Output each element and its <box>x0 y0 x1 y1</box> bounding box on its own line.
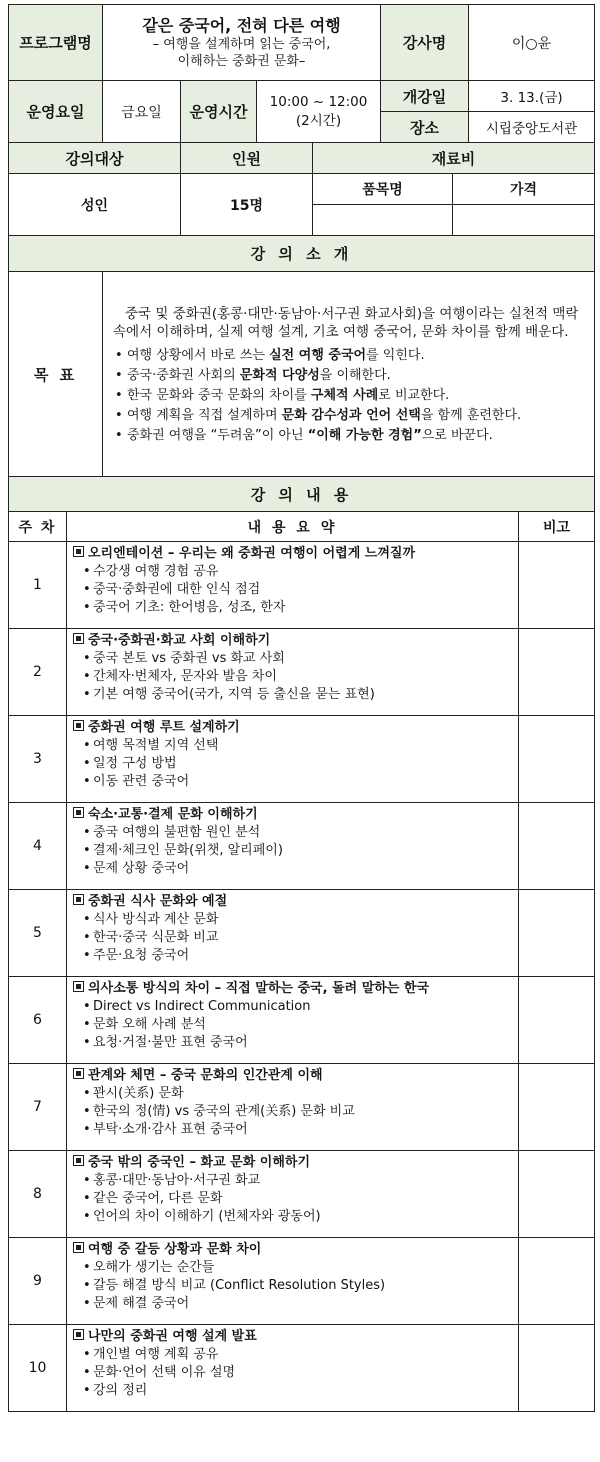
week-row <box>9 1325 595 1412</box>
week-item: • 꽌시(关系) 문화 <box>81 1085 512 1103</box>
week-summary <box>67 629 519 716</box>
start-value: 3. 13.(금) <box>469 81 595 112</box>
program-subtitle-1: – 여행을 설계하며 읽는 중국어, <box>152 36 331 52</box>
week-item: • 중국·중화권에 대한 인식 점검 <box>81 581 512 599</box>
week-item: • 문화·언어 선택 이유 설명 <box>81 1364 512 1382</box>
week-title-line <box>67 1151 518 1172</box>
week-summary <box>67 890 519 977</box>
week-title-line <box>67 977 518 998</box>
goal-item: • 한국 문화와 중국 문화의 차이를 구체적 사례로 비교한다. <box>113 387 586 404</box>
instructor-label: 강사명 <box>381 5 469 81</box>
instructor-value: 이○윤 <box>469 5 595 81</box>
week-summary <box>67 1325 519 1412</box>
week-title-line <box>67 1238 518 1259</box>
week-items <box>67 1346 518 1400</box>
target-table <box>8 142 595 236</box>
week-item: • 이동 관련 중국어 <box>81 773 512 791</box>
week-note <box>519 1325 595 1412</box>
week-note <box>519 977 595 1064</box>
checkbox-square-icon <box>73 546 84 557</box>
week-item: • 한국의 정(情) vs 중국의 관계(关系) 문화 비교 <box>81 1103 512 1121</box>
week-item: • 한국·중국 식문화 비교 <box>81 929 512 947</box>
col-week-header: 주 차 <box>9 512 67 542</box>
price-value-empty <box>453 205 595 236</box>
place-label: 장소 <box>381 112 469 143</box>
week-title: 의사소통 방식의 차이 – 직접 말하는 중국, 돌려 말하는 한국 <box>88 981 430 996</box>
week-items <box>67 998 518 1052</box>
week-number: 5 <box>9 890 67 977</box>
program-title: 같은 중국어, 전혀 다른 여행 <box>142 15 341 35</box>
week-note <box>519 803 595 890</box>
target-value: 성인 <box>9 174 181 236</box>
week-items <box>67 650 518 704</box>
week-title: 중화권 여행 루트 설계하기 <box>88 720 240 735</box>
week-number: 7 <box>9 1064 67 1151</box>
week-item: • 언어의 차이 이해하기 (번체자와 광동어) <box>81 1208 512 1226</box>
checkbox-square-icon <box>73 1155 84 1166</box>
week-item: • 문화 오해 사례 분석 <box>81 1016 512 1034</box>
week-item: • 중국 여행의 불편함 원인 분석 <box>81 824 512 842</box>
program-title-cell <box>103 5 381 81</box>
week-title: 오리엔테이션 – 우리는 왜 중화권 여행이 어렵게 느껴질까 <box>88 546 416 561</box>
week-number: 3 <box>9 716 67 803</box>
week-note <box>519 542 595 629</box>
goal-label: 목 표 <box>9 272 103 477</box>
week-title-line <box>67 1325 518 1346</box>
week-number: 10 <box>9 1325 67 1412</box>
week-item: • 갈등 해결 방식 비교 (Conflict Resolution Styles) <box>81 1277 512 1295</box>
item-value-empty <box>313 205 453 236</box>
week-number: 9 <box>9 1238 67 1325</box>
week-summary <box>67 1238 519 1325</box>
week-title: 나만의 중화권 여행 설계 발표 <box>88 1329 257 1344</box>
week-items <box>67 824 518 878</box>
fee-label: 재료비 <box>313 143 595 174</box>
week-item: • 중국어 기초: 한어병음, 성조, 한자 <box>81 599 512 617</box>
week-item: • 주문·요청 중국어 <box>81 947 512 965</box>
week-item: • 문제 해결 중국어 <box>81 1295 512 1313</box>
week-note <box>519 1151 595 1238</box>
week-row <box>9 716 595 803</box>
info-table <box>8 4 595 143</box>
checkbox-square-icon <box>73 1329 84 1340</box>
week-note <box>519 890 595 977</box>
week-title-line <box>67 542 518 563</box>
week-row <box>9 890 595 977</box>
week-summary <box>67 542 519 629</box>
content-table <box>8 476 595 1412</box>
week-item: • 오해가 생기는 순간들 <box>81 1259 512 1277</box>
week-title-line <box>67 629 518 650</box>
item-label: 품목명 <box>313 174 453 205</box>
week-number: 4 <box>9 803 67 890</box>
intro-section-title: 강 의 소 개 <box>9 236 595 272</box>
week-item: • 같은 중국어, 다른 문화 <box>81 1190 512 1208</box>
week-number: 2 <box>9 629 67 716</box>
week-number: 8 <box>9 1151 67 1238</box>
week-note <box>519 629 595 716</box>
week-item: • 강의 정리 <box>81 1382 512 1400</box>
week-note <box>519 1064 595 1151</box>
goal-item: • 중화권 여행을 “두려움”이 아닌 “이해 가능한 경험”으로 바꾼다. <box>113 427 586 444</box>
goal-list <box>103 347 594 444</box>
week-row <box>9 1151 595 1238</box>
col-note-header: 비고 <box>519 512 595 542</box>
week-title-line <box>67 716 518 737</box>
week-items <box>67 1085 518 1139</box>
week-items <box>67 563 518 617</box>
week-items <box>67 737 518 791</box>
week-item: • 식사 방식과 계산 문화 <box>81 911 512 929</box>
day-label: 운영요일 <box>9 81 103 143</box>
count-value: 15명 <box>181 174 313 236</box>
week-title: 관계와 체면 – 중국 문화의 인간관계 이해 <box>88 1068 323 1083</box>
checkbox-square-icon <box>73 633 84 644</box>
week-summary <box>67 1151 519 1238</box>
goal-item: • 여행 상황에서 바로 쓰는 실전 여행 중국어를 익힌다. <box>113 347 586 364</box>
week-number: 6 <box>9 977 67 1064</box>
week-item: • 간체자·번체자, 문자와 발음 차이 <box>81 668 512 686</box>
week-item: • 개인별 여행 계획 공유 <box>81 1346 512 1364</box>
checkbox-square-icon <box>73 720 84 731</box>
goal-item: • 중국·중화권 사회의 문화적 다양성을 이해한다. <box>113 367 586 384</box>
place-value: 시립중앙도서관 <box>469 112 595 143</box>
week-title: 중국·중화권·화교 사회 이해하기 <box>88 633 271 648</box>
week-items <box>67 1259 518 1313</box>
week-item: • 부탁·소개·감사 표현 중국어 <box>81 1121 512 1139</box>
program-subtitle-2: 이해하는 중화권 문화– <box>177 53 306 69</box>
week-summary <box>67 977 519 1064</box>
week-title: 중화권 식사 문화와 예절 <box>88 894 228 909</box>
col-summary-header: 내 용 요 약 <box>67 512 519 542</box>
day-value: 금요일 <box>103 81 181 143</box>
week-summary <box>67 716 519 803</box>
week-item: • 중국 본토 vs 중화권 vs 화교 사회 <box>81 650 512 668</box>
content-section-title: 강 의 내 용 <box>9 477 595 512</box>
checkbox-square-icon <box>73 981 84 992</box>
goal-item: • 여행 계획을 직접 설계하며 문화 감수성과 언어 선택을 함께 훈련한다. <box>113 407 586 424</box>
week-number: 1 <box>9 542 67 629</box>
week-title: 숙소·교통·결제 문화 이해하기 <box>88 807 258 822</box>
week-row <box>9 977 595 1064</box>
week-row <box>9 542 595 629</box>
checkbox-square-icon <box>73 894 84 905</box>
week-item: • 일정 구성 방법 <box>81 755 512 773</box>
week-row <box>9 1064 595 1151</box>
checkbox-square-icon <box>73 1242 84 1253</box>
checkbox-square-icon <box>73 807 84 818</box>
week-row <box>9 803 595 890</box>
week-row <box>9 629 595 716</box>
program-label: 프로그램명 <box>9 5 103 81</box>
price-label: 가격 <box>453 174 595 205</box>
week-item: • 기본 여행 중국어(국가, 지역 등 출신을 묻는 표현) <box>81 686 512 704</box>
week-summary <box>67 803 519 890</box>
checkbox-square-icon <box>73 1068 84 1079</box>
week-summary <box>67 1064 519 1151</box>
week-item: • 여행 목적별 지역 선택 <box>81 737 512 755</box>
week-item: • 홍콩·대만·동남아·서구권 화교 <box>81 1172 512 1190</box>
week-item: • 수강생 여행 경험 공유 <box>81 563 512 581</box>
time-cell <box>257 81 381 143</box>
count-label: 인원 <box>181 143 313 174</box>
week-title: 여행 중 갈등 상황과 문화 차이 <box>88 1242 262 1257</box>
week-item: • 요청·거절·불만 표현 중국어 <box>81 1034 512 1052</box>
week-title-line <box>67 1064 518 1085</box>
week-title-line <box>67 890 518 911</box>
week-item: • Direct vs Indirect Communication <box>81 998 512 1016</box>
week-items <box>67 911 518 965</box>
time-value-2: (2시간) <box>295 112 342 129</box>
week-item: • 결제·체크인 문화(위챗, 알리페이) <box>81 842 512 860</box>
goal-intro-text: 중국 및 중화권(홍콩·대만·동남아·서구권 화교사회)을 여행이라는 실천적 맥락 속에서 이해하며, 실제 여행 설계, 기초 여행 중국어, 문화 차이를 함께 배운다. <box>113 305 579 340</box>
week-row <box>9 1238 595 1325</box>
lecture-plan-document <box>8 4 594 1412</box>
start-label: 개강일 <box>381 81 469 112</box>
week-note <box>519 716 595 803</box>
week-item: • 문제 상황 중국어 <box>81 860 512 878</box>
week-items <box>67 1172 518 1226</box>
goal-cell <box>103 272 595 477</box>
week-title-line <box>67 803 518 824</box>
intro-table <box>8 235 595 477</box>
target-label: 강의대상 <box>9 143 181 174</box>
time-value-1: 10:00 ~ 12:00 <box>269 93 368 110</box>
time-label: 운영시간 <box>181 81 257 143</box>
week-note <box>519 1238 595 1325</box>
week-title: 중국 밖의 중국인 – 화교 문화 이해하기 <box>88 1155 311 1170</box>
